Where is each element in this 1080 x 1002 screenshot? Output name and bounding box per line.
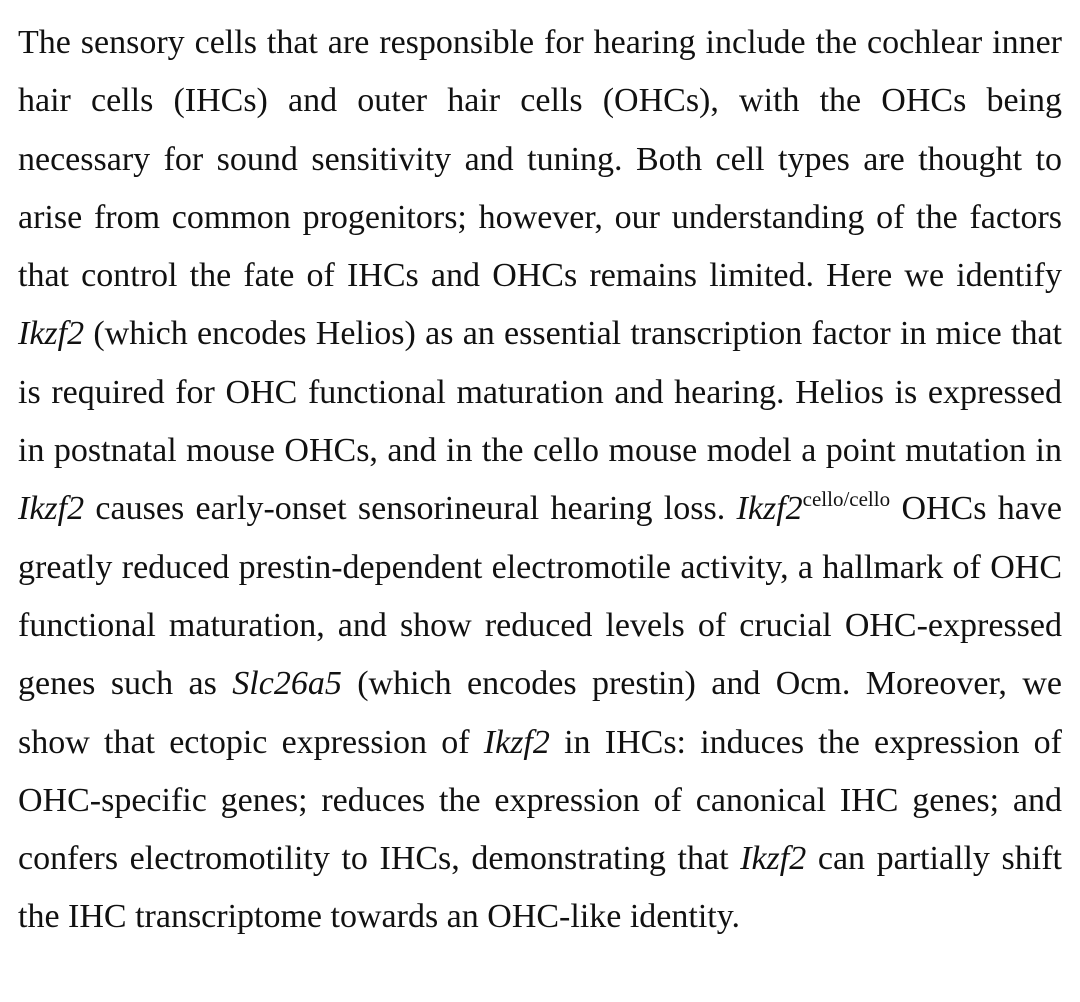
abstract-text-5: (which encodes prestin) and Ocm. Moreover, we show that ectopic expression of (18, 665, 1062, 761)
abstract-paragraph (18, 14, 1062, 947)
abstract-text-3: causes early-onset sensorineural hearing loss. (84, 490, 737, 528)
abstract-text-7: can partially shift the IHC transcriptome towards an OHC-like identity. (18, 840, 1062, 936)
genotype-superscript: cello/cello (802, 487, 891, 512)
gene-name-slc26a5: Slc26a5 (232, 665, 342, 703)
abstract-text-2: (which encodes Helios) as an essential transcription factor in mice that is required for OHC functional maturation and hearing. Helios is expressed in postnatal mouse OHCs, and in the cello mouse model a point mutation in (18, 315, 1062, 470)
gene-name-ikzf2: Ikzf2 (736, 490, 803, 528)
gene-name-ikzf2: Ikzf2 (740, 840, 807, 878)
gene-name-ikzf2: Ikzf2 (18, 490, 85, 528)
abstract-text-1: The sensory cells that are responsible for hearing include the cochlear inner hair cells (IHCs) and outer hair cells (OHCs), with the OHCs being necessary for sound sensitivity and tuning. Both cell types are thought to arise from common progenitors; however, our understanding of the factors that control the fate of IHCs and OHCs remains limited. Here we identify (18, 24, 1062, 295)
gene-name-ikzf2: Ikzf2 (18, 315, 85, 353)
abstract-text-4: OHCs have greatly reduced prestin-dependent electromotile activity, a hallmark of OHC functional maturation, and show reduced levels of crucial OHC-expressed genes such as (18, 490, 1062, 703)
gene-name-ikzf2: Ikzf2 (483, 723, 550, 761)
abstract-text-6: in IHCs: induces the expression of OHC-specific genes; reduces the expression of canonical IHC genes; and confers electromotility to IHCs, demonstrating that (18, 723, 1063, 878)
